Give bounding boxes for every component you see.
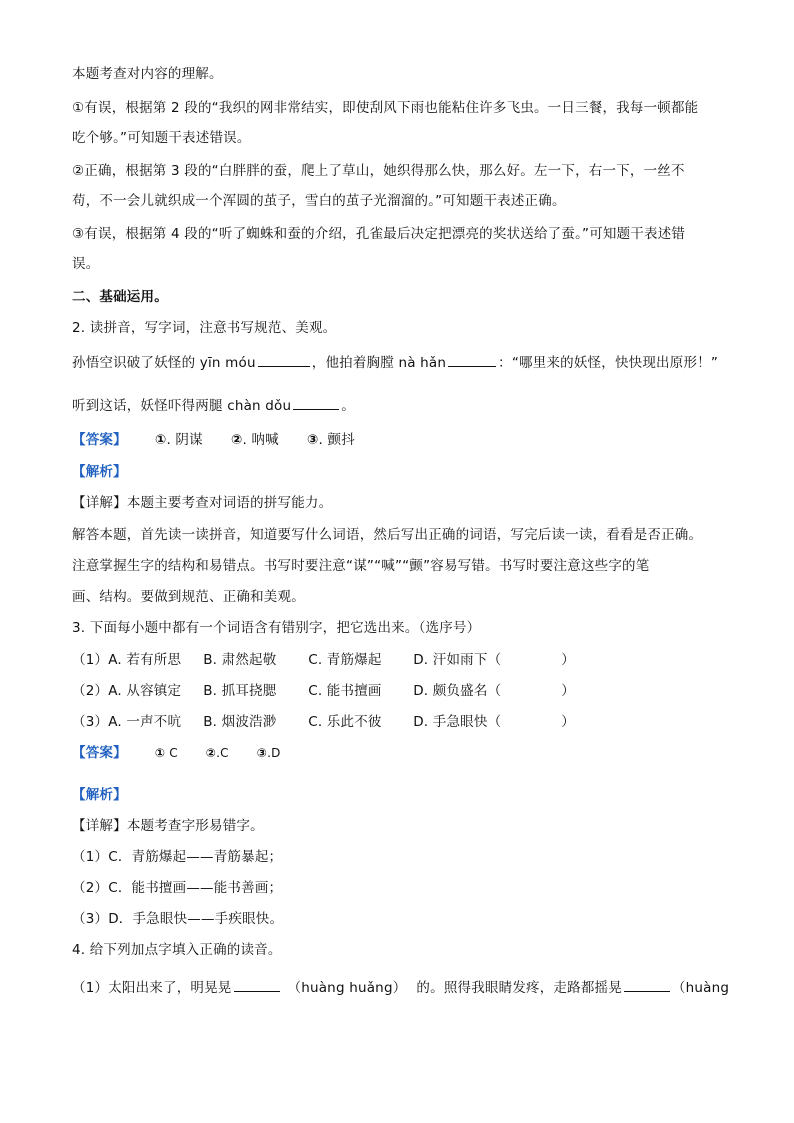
item-2-line-1: ②正确，根据第 3 段的“白胖胖的蚕，爬上了草山，她织得那么快，那么好。左一下，右一下，一丝不 xyxy=(72,163,685,179)
q3-row-2: （2）A. 从容镇定 B. 抓耳挠腮 C. 能书擅画 D. 颇负盛名（ ） xyxy=(72,683,575,699)
blank-yinmou[interactable] xyxy=(258,352,310,367)
q3-answer-row xyxy=(72,743,732,763)
q2-explain-2: 注意掌握生字的结构和易错点。书写时要注意“谋”“喊”“颤”容易写错。书写时要注意这些字的笔 xyxy=(72,558,650,574)
q2-s2-part-b: 。 xyxy=(341,398,355,414)
q3-detail: 【详解】本题考查字形易错字。 xyxy=(72,818,264,834)
q2-title: 2. 读拼音，写字词，注意书写规范、美观。 xyxy=(72,320,337,336)
item-1-line-1: ①有误，根据第 2 段的“我织的网非常结实，即使刮风下雨也能粘住许多飞虫。一日三餐，我每一顿都能 xyxy=(72,100,699,116)
analysis-label: 【解析】 xyxy=(72,787,127,803)
q3-row-3: （3）A. 一声不吭 B. 烟波浩渺 C. 乐此不彼 D. 手急眼快（ ） xyxy=(72,714,575,730)
q2-detail: 【详解】本题主要考查对词语的拼写能力。 xyxy=(72,495,333,511)
q3-fix-1: （1）C．青筋爆起——青筋暴起； xyxy=(72,849,283,865)
blank-reading-2[interactable] xyxy=(624,977,670,992)
answer-item: ③. 颤抖 xyxy=(306,432,355,448)
q2-s1-part-b: ，他拍着胸膛 nà hǎn xyxy=(311,355,447,371)
blank-nahan[interactable] xyxy=(448,352,496,367)
q2-sentence-2 xyxy=(72,395,732,416)
blank-chandou[interactable] xyxy=(293,395,339,410)
section-heading: 二、基础运用。 xyxy=(72,289,168,305)
item-3-line-1: ③有误，根据第 4 段的“听了蜘蛛和蚕的介绍，孔雀最后决定把漂亮的奖状送给了蚕。”可知题干表述错 xyxy=(72,226,686,242)
answer-item: ②. 呐喊 xyxy=(230,432,279,448)
answer-label: 【答案】 xyxy=(72,745,127,761)
detail-label: 【详解】 xyxy=(72,495,127,511)
answer-item: ① C xyxy=(154,746,178,760)
q3-row-1: （1）A. 若有所思 B. 肃然起敬 C. 青筋爆起 D. 汗如雨下（ ） xyxy=(72,652,575,668)
q2-explain-1: 解答本题，首先读一读拼音，知道要写什么词语，然后写出正确的词语，写完后读一读，看看是否正确。 xyxy=(72,527,703,543)
q2-answer-row xyxy=(72,430,732,450)
answer-item: ②.C xyxy=(205,746,229,760)
analysis-label: 【解析】 xyxy=(72,464,127,480)
q3-fix-3: （3）D．手急眼快——手疾眼快。 xyxy=(72,911,284,927)
blank-reading-1[interactable] xyxy=(234,977,280,992)
q4-sentence-1: （1）太阳出来了，明晃晃 （huàng huǎng） 的。照得我眼睛发疼，走路都摇晃 （huàng xyxy=(72,977,732,998)
intro-text: 本题考查对内容的理解。 xyxy=(72,66,223,82)
answer-label: 【答案】 xyxy=(72,432,127,448)
q2-s1-part-a: 孙悟空识破了妖怪的 yīn móu xyxy=(72,355,256,371)
q2-explain-3: 画、结构。要做到规范、正确和美观。 xyxy=(72,589,305,605)
answer-item: ①. 阴谋 xyxy=(154,432,203,448)
q4-title: 4. 给下列加点字填入正确的读音。 xyxy=(72,942,282,958)
q3-fix-2: （2）C．能书擅画——能书善画； xyxy=(72,880,283,896)
item-3-line-2: 误。 xyxy=(72,256,100,272)
detail-label: 【详解】 xyxy=(72,818,127,834)
item-1-line-2: 吃个够。”可知题干表述错误。 xyxy=(72,130,251,146)
q2-s1-part-c: ：“哪里来的妖怪，快快现出原形！” xyxy=(498,355,719,371)
item-2-line-2: 苟，不一会儿就织成一个浑圆的茧子，雪白的茧子光溜溜的。”可知题干表述正确。 xyxy=(72,193,566,209)
q2-sentence-1 xyxy=(72,352,732,373)
answer-item: ③.D xyxy=(256,746,281,760)
q3-title: 3. 下面每小题中都有一个词语含有错别字，把它选出来。（选序号） xyxy=(72,620,481,636)
q2-s2-part-a: 听到这话，妖怪吓得两腿 chàn dǒu xyxy=(72,398,292,414)
